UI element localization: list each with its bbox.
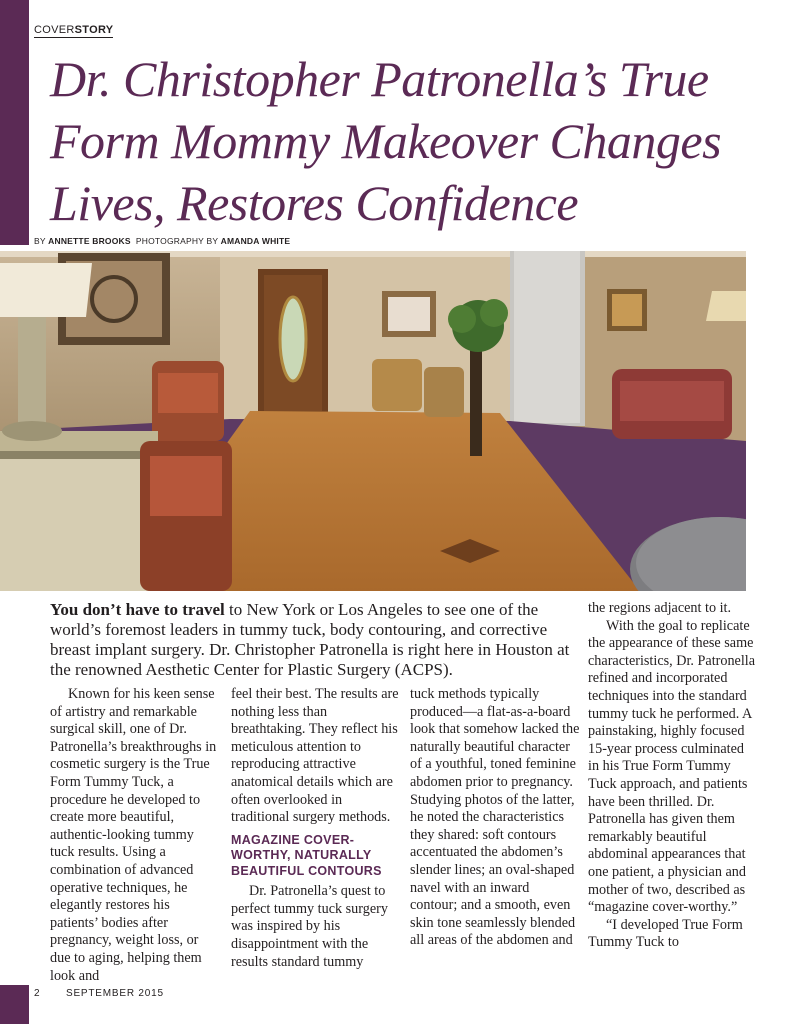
issue-date: SEPTEMBER 2015	[65, 988, 164, 999]
body-paragraph: “I developed True Form Tummy Tuck to	[588, 916, 743, 951]
lede-paragraph: You don’t have to travel to New York or Los Angeles to see one of the world’s foremost leaders in tummy tuck, body contouring, and corrective breast implant surgery. Dr. Christopher Patronella is right here in Houston at the renowned Aesthetic Center for Plastic Surgery (ACPS).	[50, 600, 570, 679]
body-paragraph: the regions adjacent to it.	[588, 600, 732, 616]
byline: BY ANNETTE BROOKS PHOTOGRAPHY BY AMANDA WHITE	[34, 236, 291, 246]
body-paragraph: With the goal to replicate the appearance of these same characteristics, Dr. Patronella refined and incorporated techniques into the standard tummy tuck he performed. A painstaking, highly focused 15-year process culminated in his True Form Tummy Tuck approach, and patients have been thrilled. Dr. Patronella has given them remarkably beautiful abdominal appearances that one patient, a physician and mother of two, described as “magazine cover-worthy.”	[588, 617, 756, 916]
body-paragraph: feel their best. The results are nothing less than breathtaking. They reflect his meticulous attention to reproducing attractive anatomical details which are often overlooked in traditional surgery methods.	[231, 686, 399, 826]
body-column-2	[231, 686, 401, 971]
lede-lead-in: You don’t have to travel	[50, 600, 225, 619]
page-number: 2	[34, 988, 41, 999]
body-column-4	[588, 600, 758, 952]
article-headline: Dr. Christopher Patronella’s True Form Mommy Makeover Changes Lives, Restores Confidence	[50, 51, 722, 231]
section-subhead: MAGAZINE COVER-WORTHY, NATURALLY BEAUTIFUL CONTOURS	[231, 832, 382, 878]
accent-bar-top	[0, 0, 29, 245]
accent-bar-bottom	[0, 985, 29, 1024]
photographer-name: AMANDA WHITE	[220, 236, 291, 246]
body-column-1	[50, 686, 220, 985]
page-footer	[34, 988, 164, 999]
author-name: ANNETTE BROOKS	[48, 236, 131, 246]
body-paragraph: tuck methods typically produced—a flat-as-a-board look that somehow lacked the naturally beautiful character of a youthful, toned feminine abdomen prior to pregnancy. Studying photos of the latter, he noted the characteristics they shared: soft contours accentuated the abdomen’s slender lines; an oval-shaped navel with an inward contour; and a smooth, even skin tone seamlessly blended all areas of the abdomen and	[410, 686, 580, 949]
body-paragraph: Dr. Patronella’s quest to perfect tummy tuck surgery was inspired by his disappointment with the results standard tummy	[231, 883, 388, 970]
body-column-3	[410, 686, 580, 950]
waiting-room-photo	[0, 251, 746, 591]
section-label: COVERSTORY	[34, 24, 114, 36]
body-paragraph: Known for his keen sense of artistry and remarkable surgical skill, one of Dr. Patronella’s breakthroughs in cosmetic surgery is the True Form Tummy Tuck, a procedure he developed to create more beautiful, authentic-looking tummy tuck results. Using a combination of advanced operative techniques, he elegantly restores his patients’ bodies after pregnancy, weight loss, or due to aging, helping them look and	[50, 686, 217, 984]
